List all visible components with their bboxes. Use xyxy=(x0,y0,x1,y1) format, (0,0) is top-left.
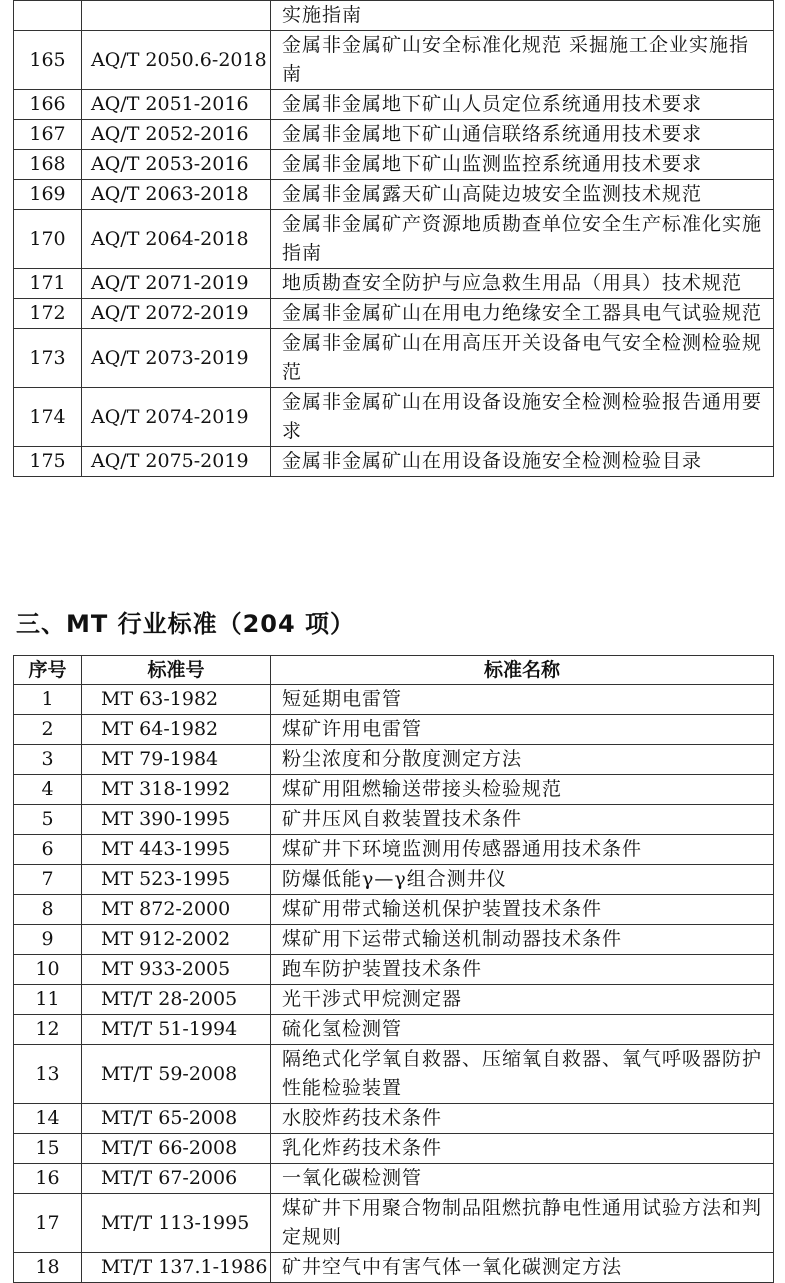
row-number: 13 xyxy=(14,1045,82,1104)
standard-name: 金属非金属地下矿山人员定位系统通用技术要求 xyxy=(271,90,774,120)
standard-code xyxy=(82,1104,271,1134)
table-row xyxy=(14,388,774,447)
table-row xyxy=(14,1045,774,1104)
row-number: 6 xyxy=(14,835,82,865)
standard-name: 金属非金属地下矿山监测监控系统通用技术要求 xyxy=(271,150,774,180)
standard-code xyxy=(82,1164,271,1194)
table-row xyxy=(14,447,774,477)
row-number: 167 xyxy=(14,120,82,150)
table-row xyxy=(14,269,774,299)
standard-name: 煤矿用下运带式输送机制动器技术条件 xyxy=(271,925,774,955)
standard-code xyxy=(82,1194,271,1253)
standard-name: 金属非金属矿山在用高压开关设备电气安全检测检验规范 xyxy=(271,329,774,388)
row-number: 12 xyxy=(14,1015,82,1045)
row-number: 173 xyxy=(14,329,82,388)
standard-code: AQ/T 2072-2019 xyxy=(82,299,271,329)
table-row xyxy=(14,1015,774,1045)
row-number: 175 xyxy=(14,447,82,477)
standard-name: 水胶炸药技术条件 xyxy=(271,1104,774,1134)
standard-code xyxy=(82,895,271,925)
standard-code xyxy=(82,1045,271,1104)
standard-name: 金属非金属露天矿山高陡边坡安全监测技术规范 xyxy=(271,180,774,210)
standard-code-text: MT/T 67-2006 xyxy=(101,1167,238,1189)
standard-code-text: MT 63-1982 xyxy=(101,688,219,710)
header-name: 标准名称 xyxy=(271,656,774,685)
row-number: 170 xyxy=(14,210,82,269)
standard-code xyxy=(82,1253,271,1283)
standard-name: 矿井空气中有害气体一氧化碳测定方法 xyxy=(271,1253,774,1283)
table-row xyxy=(14,150,774,180)
standard-name: 隔绝式化学氧自救器、压缩氧自救器、氧气呼吸器防护性能检验装置 xyxy=(271,1045,774,1104)
standard-code-text: MT 390-1995 xyxy=(101,808,231,830)
header-row xyxy=(14,656,774,685)
standard-name: 防爆低能γ—γ组合测井仪 xyxy=(271,865,774,895)
table-row xyxy=(14,299,774,329)
standard-name: 一氧化碳检测管 xyxy=(271,1164,774,1194)
row-number: 2 xyxy=(14,715,82,745)
standard-code xyxy=(82,715,271,745)
standard-code xyxy=(82,1134,271,1164)
table-row xyxy=(14,1134,774,1164)
table-row xyxy=(14,895,774,925)
standard-code-text: MT 912-2002 xyxy=(101,928,231,950)
standard-name: 煤矿井下环境监测用传感器通用技术条件 xyxy=(271,835,774,865)
standard-code xyxy=(82,685,271,715)
table-row xyxy=(14,1,774,31)
standard-code xyxy=(82,925,271,955)
row-number: 7 xyxy=(14,865,82,895)
standard-code: AQ/T 2075-2019 xyxy=(82,447,271,477)
standard-code xyxy=(82,805,271,835)
table-row xyxy=(14,775,774,805)
table-row xyxy=(14,865,774,895)
table-row xyxy=(14,180,774,210)
row-number: 15 xyxy=(14,1134,82,1164)
row-number: 11 xyxy=(14,985,82,1015)
standard-code-text: MT/T 65-2008 xyxy=(101,1107,238,1129)
standard-code-text: MT 318-1992 xyxy=(101,778,231,800)
standard-name: 金属非金属矿山在用设备设施安全检测检验目录 xyxy=(271,447,774,477)
row-number: 4 xyxy=(14,775,82,805)
standard-name: 矿井压风自救装置技术条件 xyxy=(271,805,774,835)
table-row xyxy=(14,835,774,865)
table-row xyxy=(14,329,774,388)
table-row xyxy=(14,1104,774,1134)
table-row xyxy=(14,805,774,835)
standard-name: 金属非金属矿山安全标准化规范 采掘施工企业实施指南 xyxy=(271,31,774,90)
standard-name: 短延期电雷管 xyxy=(271,685,774,715)
row-number: 9 xyxy=(14,925,82,955)
row-number xyxy=(14,1,82,31)
table-row xyxy=(14,1253,774,1283)
standard-code xyxy=(82,955,271,985)
section-heading: 三、MT 行业标准（204 项） xyxy=(16,610,356,638)
standard-name: 金属非金属矿山在用电力绝缘安全工器具电气试验规范 xyxy=(271,299,774,329)
standard-code: AQ/T 2051-2016 xyxy=(82,90,271,120)
standard-code: AQ/T 2073-2019 xyxy=(82,329,271,388)
standard-code-text: MT 64-1982 xyxy=(101,718,219,740)
standard-code-text: MT/T 51-1994 xyxy=(101,1018,238,1040)
mt-standards-table xyxy=(13,655,774,1283)
row-number: 166 xyxy=(14,90,82,120)
row-number: 16 xyxy=(14,1164,82,1194)
standard-code: AQ/T 2050.6-2018 xyxy=(82,31,271,90)
mt-table-body xyxy=(14,685,774,1283)
standard-code xyxy=(82,745,271,775)
standard-name: 地质勘查安全防护与应急救生用品（用具）技术规范 xyxy=(271,269,774,299)
row-number: 18 xyxy=(14,1253,82,1283)
row-number: 1 xyxy=(14,685,82,715)
standard-name: 跑车防护装置技术条件 xyxy=(271,955,774,985)
standard-name: 金属非金属矿产资源地质勘查单位安全生产标准化实施指南 xyxy=(271,210,774,269)
standard-code xyxy=(82,1,271,31)
row-number: 169 xyxy=(14,180,82,210)
table-row xyxy=(14,925,774,955)
standard-code-text: MT 872-2000 xyxy=(101,898,231,920)
table-row xyxy=(14,715,774,745)
standard-code-text: MT 79-1984 xyxy=(101,748,219,770)
mt-table-header xyxy=(14,656,774,685)
standard-code-text: MT 523-1995 xyxy=(101,868,231,890)
row-number: 174 xyxy=(14,388,82,447)
table-row xyxy=(14,985,774,1015)
standard-code: AQ/T 2064-2018 xyxy=(82,210,271,269)
table-row xyxy=(14,1194,774,1253)
row-number: 172 xyxy=(14,299,82,329)
table-row xyxy=(14,1164,774,1194)
standard-name: 硫化氢检测管 xyxy=(271,1015,774,1045)
row-number: 3 xyxy=(14,745,82,775)
standard-code-text: MT/T 137.1-1986 xyxy=(101,1256,268,1278)
standard-code xyxy=(82,835,271,865)
row-number: 10 xyxy=(14,955,82,985)
standard-code-text: MT/T 113-1995 xyxy=(101,1211,250,1234)
table-row xyxy=(14,31,774,90)
standard-name: 煤矿井下用聚合物制品阻燃抗静电性通用试验方法和判定规则 xyxy=(271,1194,774,1253)
row-number: 165 xyxy=(14,31,82,90)
standard-code-text: MT/T 66-2008 xyxy=(101,1137,238,1159)
standard-code: AQ/T 2052-2016 xyxy=(82,120,271,150)
standard-code: AQ/T 2071-2019 xyxy=(82,269,271,299)
standard-code: AQ/T 2053-2016 xyxy=(82,150,271,180)
standard-code xyxy=(82,985,271,1015)
standard-code xyxy=(82,775,271,805)
header-num: 序号 xyxy=(14,656,82,685)
table-row xyxy=(14,745,774,775)
standard-name: 煤矿用阻燃输送带接头检验规范 xyxy=(271,775,774,805)
standard-name: 乳化炸药技术条件 xyxy=(271,1134,774,1164)
standard-name: 实施指南 xyxy=(271,1,774,31)
table-row xyxy=(14,120,774,150)
standard-code: AQ/T 2063-2018 xyxy=(82,180,271,210)
aq-table-body xyxy=(14,1,774,477)
table-row xyxy=(14,955,774,985)
standard-name: 金属非金属地下矿山通信联络系统通用技术要求 xyxy=(271,120,774,150)
table-row xyxy=(14,90,774,120)
row-number: 8 xyxy=(14,895,82,925)
standard-code-text: MT 933-2005 xyxy=(101,958,231,980)
standard-name: 煤矿许用电雷管 xyxy=(271,715,774,745)
standard-code xyxy=(82,865,271,895)
aq-standards-table xyxy=(13,0,774,477)
standard-code xyxy=(82,1015,271,1045)
header-code: 标准号 xyxy=(82,656,271,685)
row-number: 168 xyxy=(14,150,82,180)
table-row xyxy=(14,685,774,715)
table-row xyxy=(14,210,774,269)
standard-name: 粉尘浓度和分散度测定方法 xyxy=(271,745,774,775)
row-number: 14 xyxy=(14,1104,82,1134)
standard-code: AQ/T 2074-2019 xyxy=(82,388,271,447)
standard-code-text: MT/T 28-2005 xyxy=(101,988,238,1010)
standard-code-text: MT 443-1995 xyxy=(101,838,231,860)
row-number: 17 xyxy=(14,1194,82,1253)
row-number: 171 xyxy=(14,269,82,299)
standard-code-text: MT/T 59-2008 xyxy=(101,1062,238,1085)
standard-name: 光干涉式甲烷测定器 xyxy=(271,985,774,1015)
standard-name: 煤矿用带式输送机保护装置技术条件 xyxy=(271,895,774,925)
row-number: 5 xyxy=(14,805,82,835)
standard-name: 金属非金属矿山在用设备设施安全检测检验报告通用要求 xyxy=(271,388,774,447)
